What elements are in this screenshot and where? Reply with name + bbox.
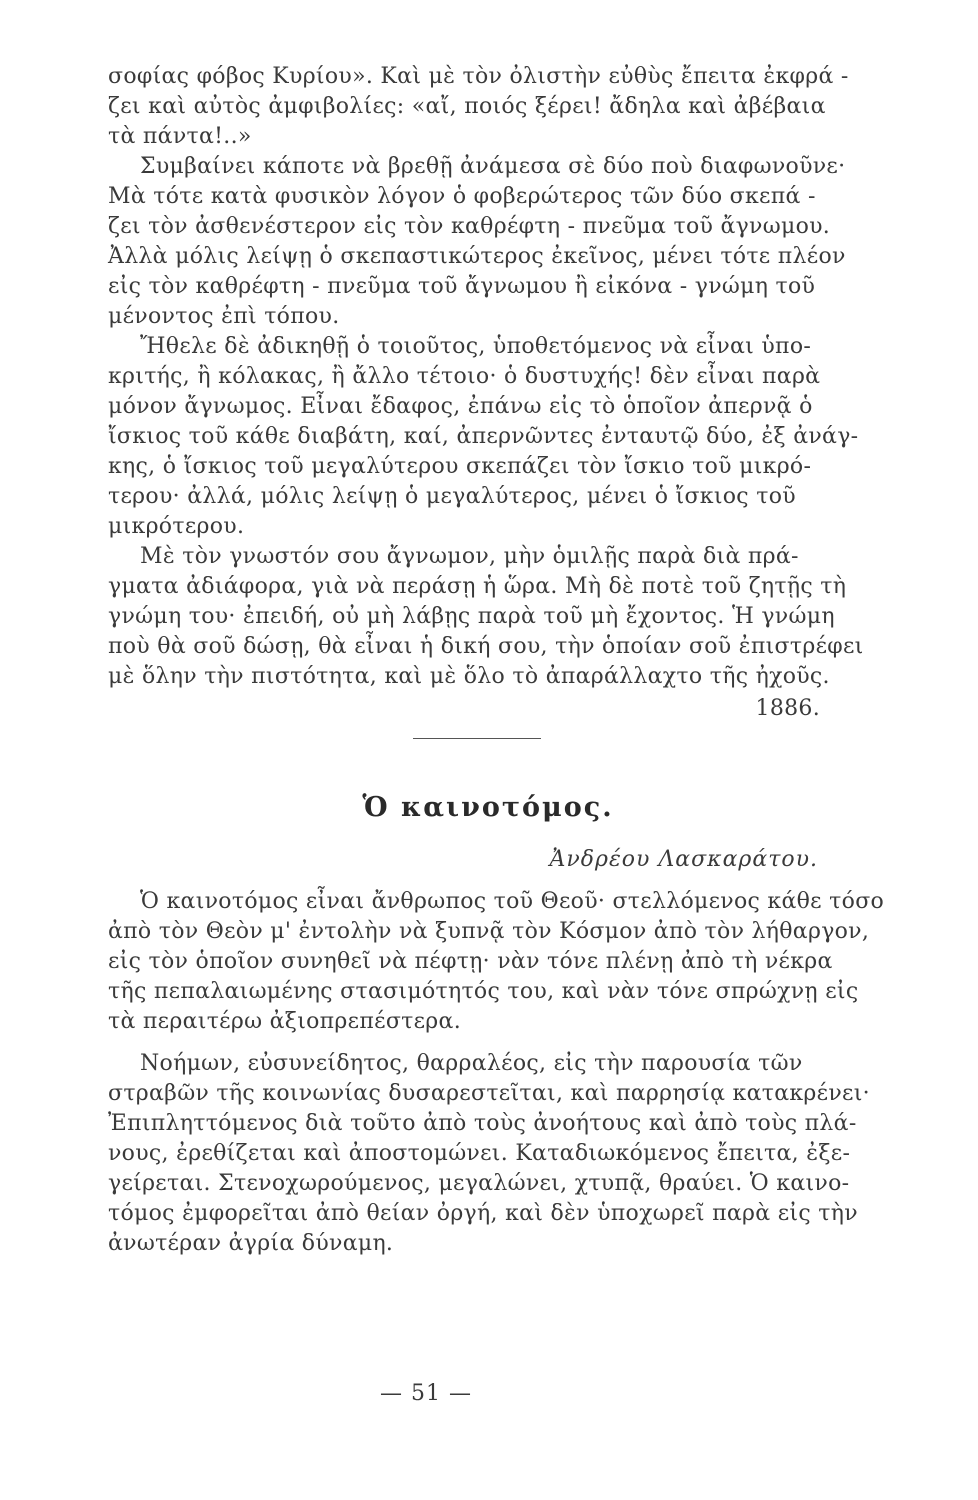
text-line: εἰς τὸν καθρέφτη - πνεῦμα τοῦ ἄγνωμου ἢ εἰκόνα - γνώμη τοῦ xyxy=(108,274,816,299)
text-line: μένοντος ἐπὶ τόπου. xyxy=(108,304,340,329)
book-page xyxy=(108,62,885,1259)
text-line: ζει καὶ αὐτὸς ἀμφιβολίες: «αἴ, ποιός ξέρει! ἄδηλα καὶ ἀβέβαια xyxy=(108,94,826,119)
text-line: τὰ πάντα!..» xyxy=(108,124,252,149)
text-line: γματα ἀδιάφορα, γιὰ νὰ περάσῃ ἡ ὥρα. Μὴ δὲ ποτὲ τοῦ ζητῇς τὴ xyxy=(108,574,847,599)
text-line: τὰ περαιτέρω ἀξιοπρεπέστερα. xyxy=(108,1009,461,1034)
text-line: ζει τὸν ἀσθενέστερον εἰς τὸν καθρέφτη - πνεῦμα τοῦ ἄγνωμου. xyxy=(108,214,831,239)
text-line: μόνον ἄγνωμος. Εἶναι ἔδαφος, ἐπάνω εἰς τὸ ὁποῖον ἀπερνᾷ ὁ xyxy=(108,394,813,419)
text-line: ἀνωτέραν ἀγρία δύναμη. xyxy=(108,1231,394,1256)
text-line: ποὺ θὰ σοῦ δώσῃ, θὰ εἶναι ἡ δική σου, τὴν ὁποίαν σοῦ ἐπιστρέφει xyxy=(108,634,864,659)
paragraph xyxy=(108,887,885,1037)
text-line: Μὲ τὸν γνωστόν σου ἄγνωμον, μὴν ὁμιλῇς παρὰ διὰ πρά- xyxy=(140,544,799,569)
text-line: σοφίας φόβος Κυρίου». Καὶ μὲ τὸν ὀλιστὴν εὐθὺς ἔπειτα ἐκφρά - xyxy=(108,64,849,89)
text-line: Ἐπιπληττόμενος διὰ τοῦτο ἀπὸ τοὺς ἀνοήτους καὶ ἀπὸ τοὺς πλά- xyxy=(108,1111,857,1136)
paragraph xyxy=(108,332,868,542)
author-attribution: Ἀνδρέου Λασκαράτου. xyxy=(549,847,818,872)
text-line: Ἀλλὰ μόλις λείψῃ ὁ σκεπαστικώτερος ἐκεῖνος, μένει τότε πλέον xyxy=(108,244,846,269)
text-line: νους, ἐρεθίζεται καὶ ἀποστομώνει. Καταδιωκόμενος ἔπειτα, ἐξε- xyxy=(108,1141,851,1166)
text-line: Ὁ καινοτόμος εἶναι ἄνθρωπος τοῦ Θεοῦ· στελλόμενος κάθε τόσο xyxy=(140,889,885,914)
text-line: γείρεται. Στενοχωρούμενος, μεγαλώνει, χτυπᾷ, θραύει. Ὁ καινο- xyxy=(108,1171,850,1196)
text-line: τερου· ἀλλά, μόλις λείψῃ ὁ μεγαλύτερος, μένει ὁ ἴσκιος τοῦ xyxy=(108,484,796,509)
paragraph-continuation xyxy=(108,62,868,152)
text-line: ἀπὸ τὸν Θεὸν μ' ἐντολὴν νὰ ξυπνᾷ τὸν Κόσμον ἀπὸ τὸν λήθαργον, xyxy=(108,919,870,944)
page-number: — 51 — xyxy=(380,1381,472,1406)
year-date: 1886. xyxy=(755,696,820,721)
paragraph xyxy=(108,1049,868,1259)
text-line: στραβῶν τῆς κοινωνίας δυσαρεστεῖται, καὶ παρρησίᾳ κατακρένει· xyxy=(108,1081,870,1106)
text-line: μὲ ὅλην τὴν πιστότητα, καὶ μὲ ὅλο τὸ ἀπαράλλαχτο τῆς ἠχοῦς. xyxy=(108,664,830,689)
section-title: Ὁ καινοτόμος. xyxy=(362,792,614,823)
text-line: τῆς πεπαλαιωμένης στασιμότητός του, καὶ νὰν τόνε σπρώχνῃ εἰς xyxy=(108,979,859,1004)
text-line: Μὰ τότε κατὰ φυσικὸν λόγον ὁ φοβερώτερος τῶν δύο σκεπά - xyxy=(108,184,816,209)
paragraph xyxy=(108,152,868,332)
text-line: γνώμη του· ἐπειδή, οὐ μὴ λάβῃς παρὰ τοῦ μὴ ἔχοντος. Ἡ γνώμη xyxy=(108,604,835,629)
text-line: εἰς τὸν ὁποῖον συνηθεῖ νὰ πέφτῃ· νὰν τόνε πλένῃ ἀπὸ τὴ νέκρα xyxy=(108,949,833,974)
text-line: κριτής, ἢ κόλακας, ἢ ἄλλο τέτοιο· ὁ δυστυχής! δὲν εἶναι παρὰ xyxy=(108,364,821,389)
section-divider xyxy=(413,738,541,739)
text-line: Ἤθελε δὲ ἀδικηθῇ ὁ τοιοῦτος, ὑποθετόμενος νὰ εἶναι ὑπο- xyxy=(140,334,812,359)
paragraph xyxy=(108,542,868,692)
text-line: μικρότερου. xyxy=(108,514,245,539)
text-line: Συμβαίνει κάποτε νὰ βρεθῇ ἀνάμεσα σὲ δύο ποὺ διαφωνοῦνε· xyxy=(140,154,846,179)
text-line: ἴσκιος τοῦ κάθε διαβάτη, καί, ἀπερνῶντες ἐνταυτῷ δύο, ἐξ ἀνάγ- xyxy=(108,424,859,449)
text-line: κης, ὁ ἴσκιος τοῦ μεγαλύτερου σκεπάζει τὸν ἴσκιο τοῦ μικρό- xyxy=(108,454,812,479)
text-line: Νοήμων, εὐσυνείδητος, θαρραλέος, εἰς τὴν παρουσία τῶν xyxy=(140,1051,803,1076)
text-line: τόμος ἐμφορεῖται ἀπὸ θείαν ὀργή, καὶ δὲν ὑποχωρεῖ παρὰ εἰς τὴν xyxy=(108,1201,858,1226)
